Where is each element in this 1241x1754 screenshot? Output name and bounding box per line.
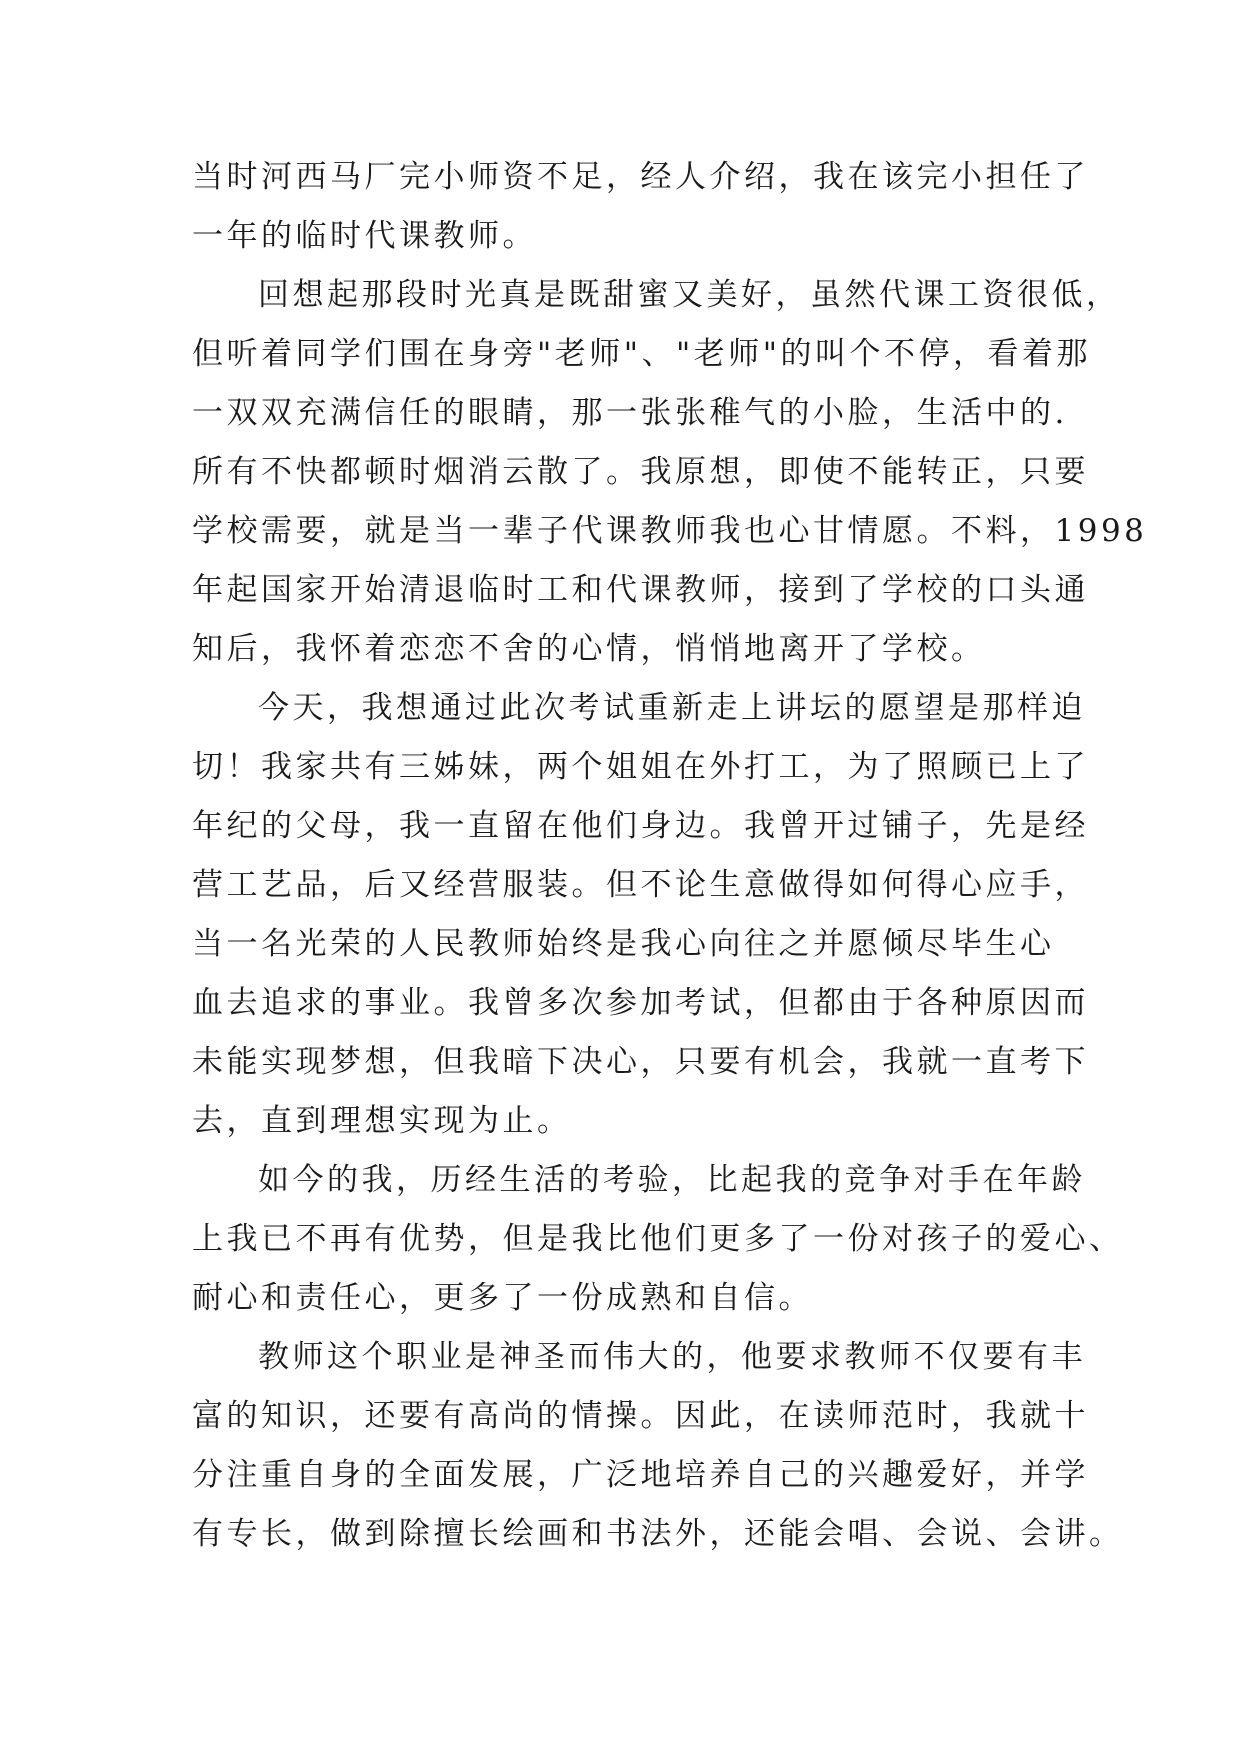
text-line: 耐心和责任心，更多了一份成熟和自信。	[192, 1280, 813, 1316]
text-line: 但听着同学们围在身旁"老师"、"老师"的叫个不停，看着那	[192, 336, 1092, 372]
text-line: 未能实现梦想，但我暗下决心，只要有机会，我就一直考下	[192, 1044, 1089, 1080]
text-line: 分注重自身的全面发展，广泛地培养自己的兴趣爱好，并学	[192, 1457, 1089, 1493]
paragraph-start-line: 今天，我想通过此次考试重新走上讲坛的愿望是那样迫	[258, 690, 1086, 726]
text-line: 当一名光荣的人民教师始终是我心向往之并愿倾尽毕生心	[192, 926, 1055, 962]
text-line: 富的知识，还要有高尚的情操。因此，在读师范时，我就十	[192, 1398, 1089, 1434]
text-line: 一年的临时代课教师。	[192, 218, 537, 254]
text-line: 营工艺品，后又经营服装。但不论生意做得如何得心应手，	[192, 867, 1089, 903]
paragraph-start-line: 如今的我，历经生活的考验，比起我的竞争对手在年龄	[258, 1162, 1086, 1198]
text-line: 年起国家开始清退临时工和代课教师，接到了学校的口头通	[192, 572, 1089, 608]
text-line: 所有不快都顿时烟消云散了。我原想，即使不能转正，只要	[192, 454, 1089, 490]
text-line: 当时河西马厂完小师资不足，经人介绍，我在该完小担任了	[192, 159, 1089, 195]
text-line: 有专长，做到除擅长绘画和书法外，还能会唱、会说、会讲。	[192, 1516, 1124, 1552]
text-line: 学校需要，就是当一辈子代课教师我也心甘情愿。不料，1998	[192, 513, 1148, 549]
paragraph-start-line: 回想起那段时光真是既甜蜜又美好，虽然代课工资很低，	[258, 277, 1121, 313]
text-line: 一双双充满信任的眼睛，那一张张稚气的小脸，生活中的.	[192, 395, 1068, 431]
paragraph-start-line: 教师这个职业是神圣而伟大的，他要求教师不仅要有丰	[258, 1339, 1086, 1375]
text-line: 知后，我怀着恋恋不舍的心情，悄悄地离开了学校。	[192, 631, 986, 667]
text-line: 去，直到理想实现为止。	[192, 1103, 572, 1139]
text-line: 切！我家共有三姊妹，两个姐姐在外打工，为了照顾已上了	[192, 749, 1089, 785]
text-line: 上我已不再有优势，但是我比他们更多了一份对孩子的爱心、	[192, 1221, 1124, 1257]
text-line: 年纪的父母，我一直留在他们身边。我曾开过铺子，先是经	[192, 808, 1089, 844]
text-line: 血去追求的事业。我曾多次参加考试，但都由于各种原因而	[192, 985, 1089, 1021]
document-body	[192, 148, 1148, 1564]
